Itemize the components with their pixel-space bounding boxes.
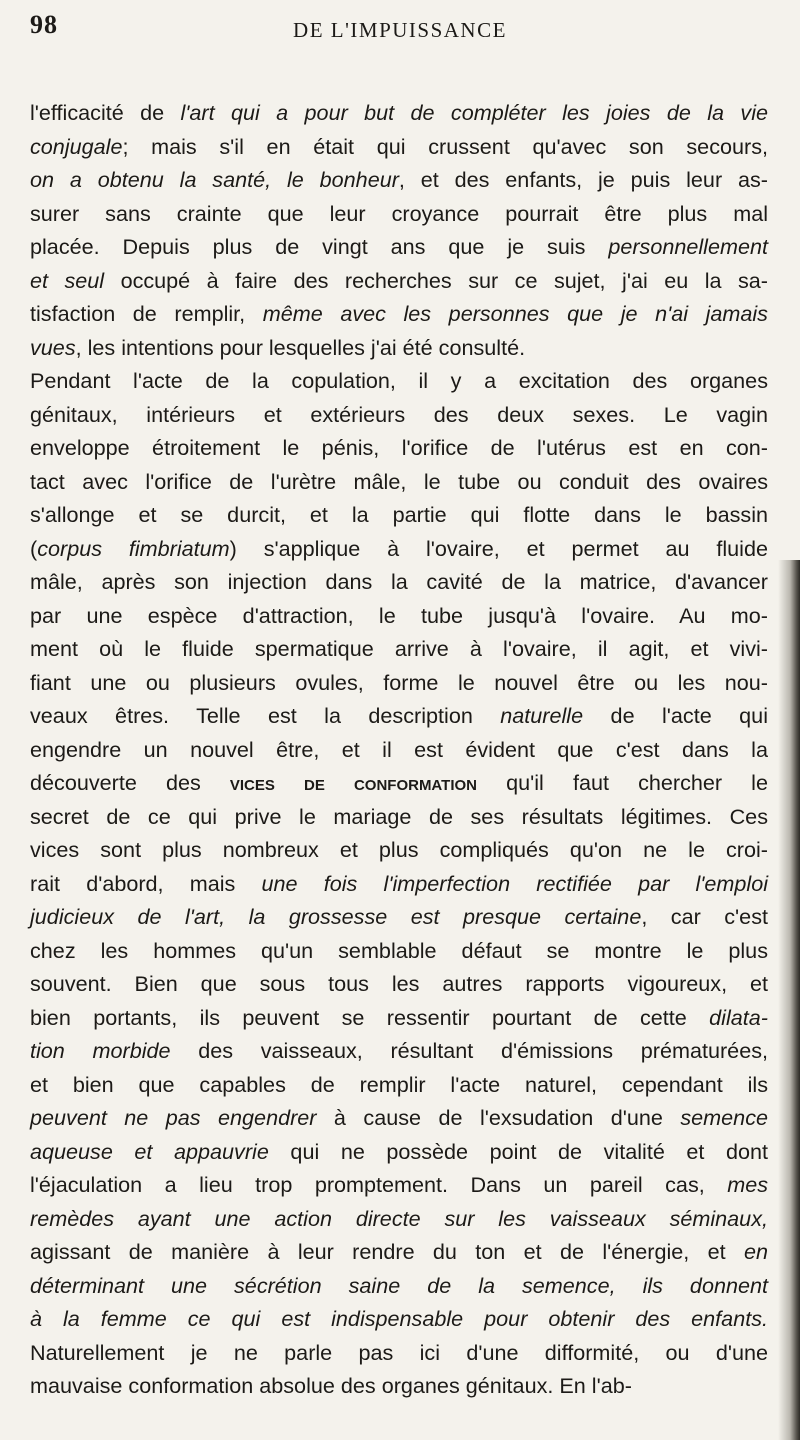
italic-text: même avec les personnes que je n'ai jamais [262,301,768,326]
text-line [30,230,768,264]
text-segment: par une espèce d'attraction, le tube jusqu'à l'ovaire. Au mo- [30,602,768,628]
italic-text: semence [680,1105,768,1130]
text-segment: et bien que capables de remplir l'acte naturel, cependant ils [30,1071,768,1097]
text-line [30,532,768,566]
text-segment: découverte des [30,770,230,795]
page-header [30,10,770,50]
text-line [30,264,768,298]
text-segment: mauvaise conformation absolue des organes génitaux. En l'ab- [30,1373,632,1398]
text-line [30,1135,768,1169]
text-line [30,1336,768,1370]
text-segment: secret de ce qui prive le mariage de ses résultats légitimes. Ces [30,803,768,829]
text-line [30,666,768,700]
text-segment: rait d'abord, mais [30,870,262,896]
text-line [30,800,768,834]
text-line [30,1302,768,1336]
text-line [30,398,768,432]
text-segment: à cause de l'exsudation d'une [316,1105,681,1130]
text-segment: agissant de manière à leur rendre du ton et de l'énergie, et [30,1239,744,1264]
text-segment: souvent. Bien que sous tous les autres rapports vigoureux, et [30,971,768,996]
text-line [30,1068,768,1102]
text-segment: l'éjaculation a lieu trop promptement. Dans un pareil cas, [30,1172,728,1197]
text-segment: ) s'applique à l'ovaire, et permet au fluide [229,535,769,561]
text-segment: qu'il faut chercher le [476,770,768,795]
text-line [30,1369,768,1403]
body-text [30,96,768,1403]
text-line [30,331,768,365]
text-line [30,1235,768,1269]
text-line [30,431,768,465]
page-edge-shadow [778,560,800,1440]
italic-text: dilata- [709,1004,768,1030]
running-head: DE L'IMPUISSANCE [293,18,507,42]
text-line [30,1168,768,1202]
italic-text: l'art qui a pour but de compléter les joies de la vie [180,100,768,125]
text-segment: , les intentions pour lesquelles j'ai été consulté. [75,334,526,360]
italic-text: tion morbide [30,1038,171,1063]
italic-text: peuvent ne pas engendrer [30,1105,317,1130]
text-line [30,565,768,599]
italic-text: vues [30,334,76,360]
text-line [30,163,768,197]
text-line [30,197,768,231]
text-segment: tisfaction de remplir, [30,301,263,326]
text-line [30,632,768,666]
small-caps-text: vices de conformation [229,770,477,795]
italic-text: déterminant une sécrétion saine de la semence, ils donnent [30,1272,768,1298]
text-segment: ( [30,535,38,561]
text-line [30,599,768,633]
text-line [30,1269,768,1303]
text-line [30,1034,768,1068]
text-segment: Naturellement je ne parle pas ici d'une difformité, ou d'une [30,1339,768,1365]
text-segment: ment où le fluide spermatique arrive à l'ovaire, il agit, et vivi- [30,636,768,661]
text-segment: bien portants, ils peuvent se ressentir pourtant de cette [30,1004,710,1030]
italic-text: une fois l'imperfection rectifiée par l'emploi [261,870,769,896]
italic-text: aqueuse et appauvrie [30,1138,269,1164]
text-segment: s'allonge et se durcit, et la partie qui flotte dans le bassin [30,502,768,527]
text-segment: chez les hommes qu'un semblable défaut se montre le plus [30,937,768,963]
text-segment: placée. Depuis plus de vingt ans que je suis [30,234,609,259]
text-segment: veaux êtres. Telle est la description [30,703,501,728]
text-segment: mâle, après son injection dans la cavité de la matrice, d'avancer [30,569,768,594]
text-segment: , car c'est [641,904,768,929]
text-line [30,699,768,733]
text-line [30,900,768,934]
text-line [30,130,768,164]
text-line [30,297,768,331]
italic-text: à la femme ce qui est indispensable pour obtenir des enfants. [30,1306,768,1331]
page-number: 98 [30,10,58,39]
text-segment: vices sont plus nombreux et plus compliqués qu'on ne le croi- [30,837,768,862]
italic-text: on a obtenu la santé, le bonheur [30,167,399,192]
text-line [30,733,768,767]
italic-text: corpus fimbriatum [37,535,230,561]
text-segment: de l'acte qui [583,703,768,728]
text-segment: ; mais s'il en était qui crussent qu'avec son secours, [122,133,768,159]
text-segment: Pendant l'acte de la copulation, il y a excitation des organes [30,368,768,393]
italic-text: naturelle [500,703,584,728]
text-line [30,96,768,130]
text-segment: surer sans crainte que leur croyance pourrait être plus mal [30,200,768,226]
text-line [30,934,768,968]
italic-text: conjugale [30,133,123,159]
text-line [30,766,768,800]
text-segment: fiant une ou plusieurs ovules, forme le nouvel être ou les nou- [30,669,768,695]
text-segment: occupé à faire des recherches sur ce sujet, j'ai eu la sa- [104,267,768,293]
text-line [30,498,768,532]
text-segment: l'efficacité de [30,100,181,125]
text-line [30,1202,768,1236]
text-line [30,867,768,901]
text-segment: , et des enfants, je puis leur as- [398,167,768,192]
text-segment: enveloppe étroitement le pénis, l'orifice de l'utérus est en con- [30,435,768,460]
italic-text: judicieux de l'art, la grossesse est presque certaine [30,904,642,929]
text-line [30,833,768,867]
text-line [30,1101,768,1135]
text-line [30,364,768,398]
text-segment: des vaisseaux, résultant d'émissions prématurées, [170,1038,768,1063]
italic-text: et seul [30,267,105,293]
text-segment: qui ne possède point de vitalité et dont [268,1138,769,1164]
text-segment: génitaux, intérieurs et extérieurs des deux sexes. Le vagin [30,401,768,427]
italic-text: personnellement [608,234,768,259]
italic-text: en [743,1239,768,1264]
italic-text: mes [727,1172,768,1197]
text-line [30,1001,768,1035]
text-line [30,465,768,499]
text-segment: tact avec l'orifice de l'urètre mâle, le tube ou conduit des ovaires [30,468,768,494]
italic-text: remèdes ayant une action directe sur les vaisseaux séminaux, [30,1205,768,1231]
text-line [30,967,768,1001]
text-segment: engendre un nouvel être, et il est évident que c'est dans la [30,736,768,762]
